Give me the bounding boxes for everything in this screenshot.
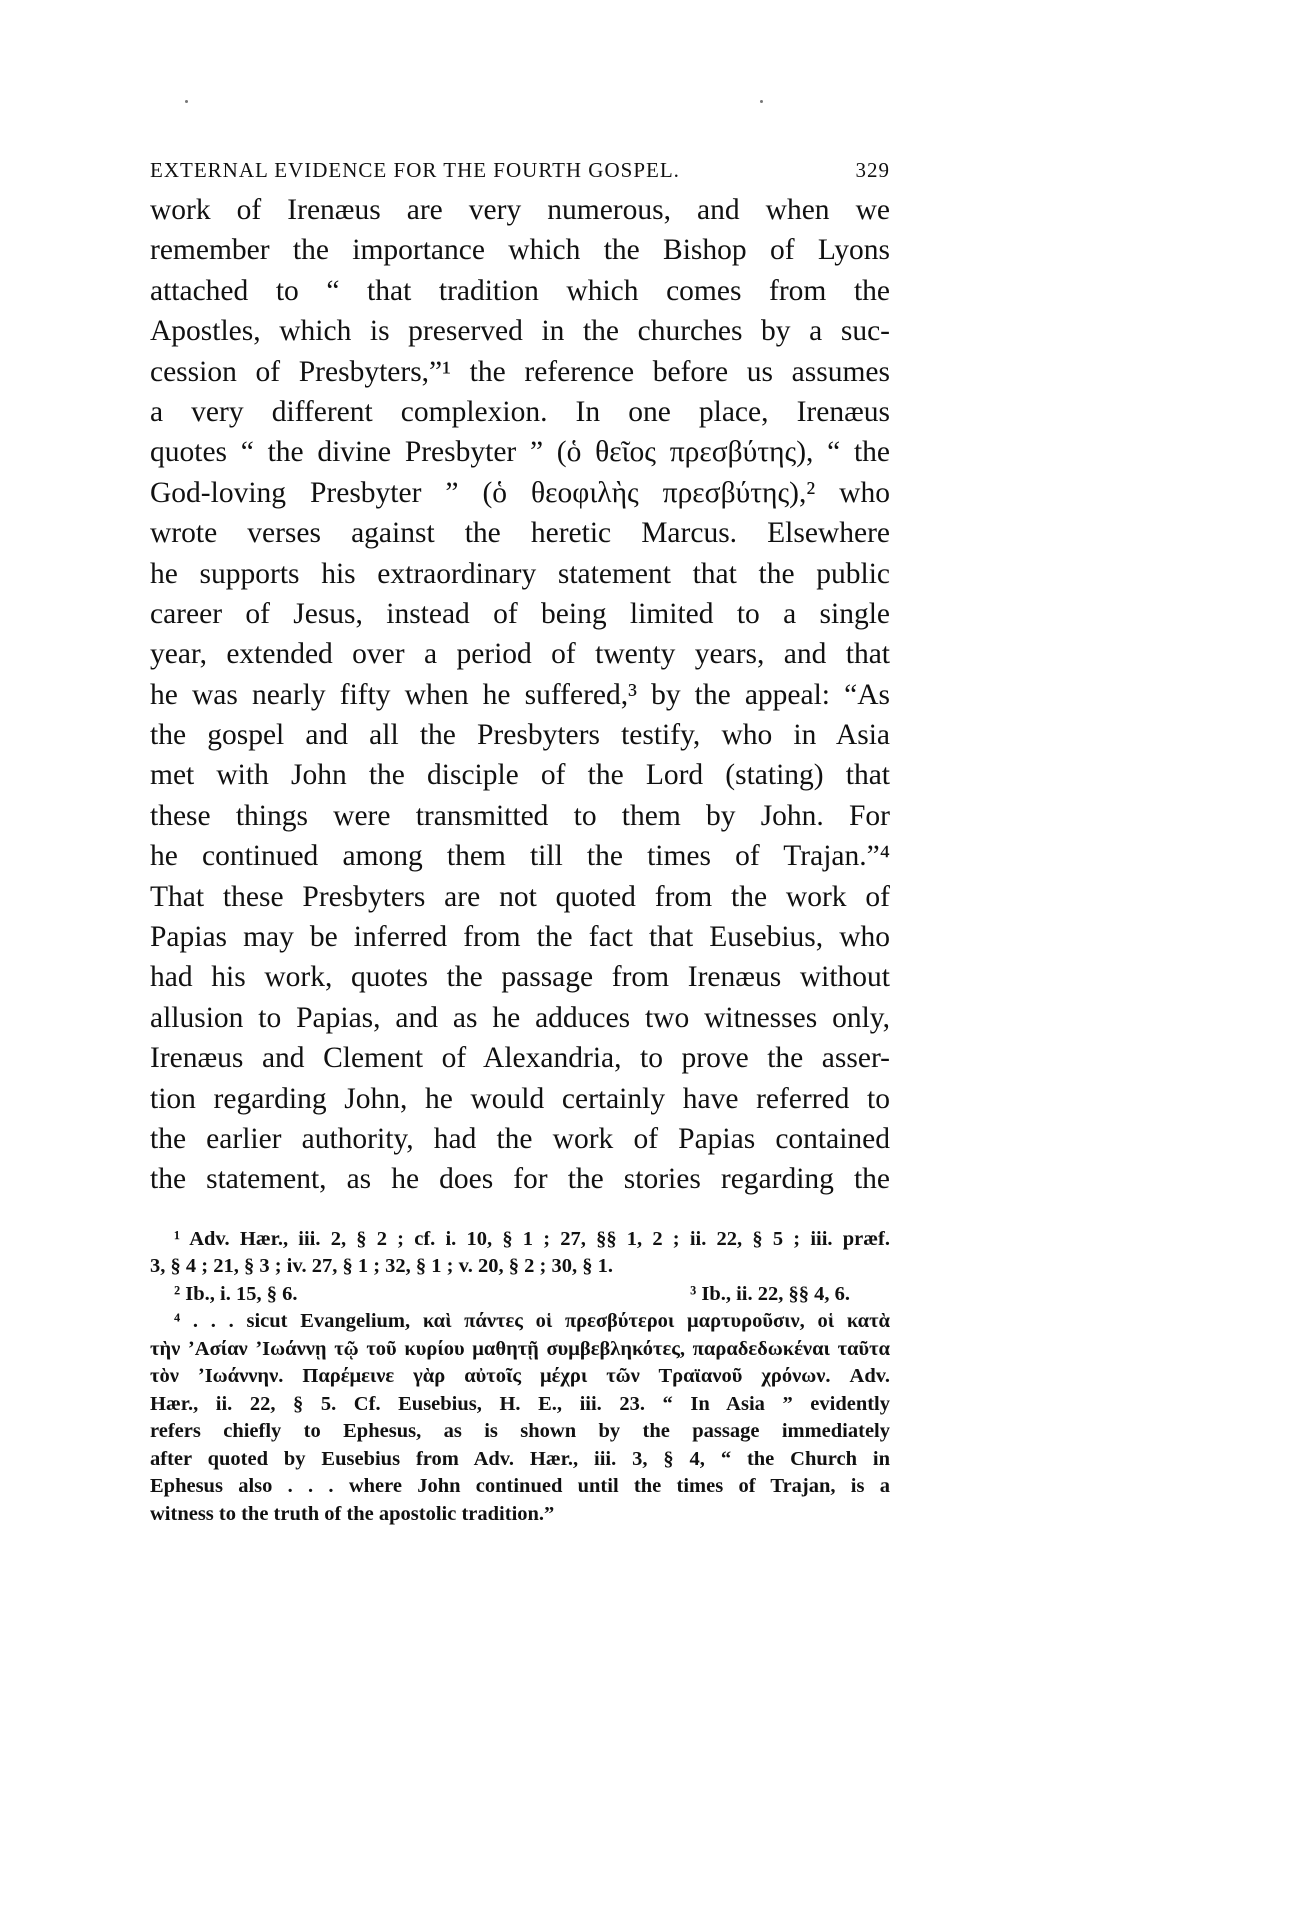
- footnote-4-line: after quoted by Eusebius from Adv. Hær., iii. 3, § 4, “ the Church in: [150, 1447, 890, 1470]
- body-line: Apostles, which is preserved in the churches by a suc-: [150, 315, 890, 348]
- footnote-4-line: Ephesus also . . . where John continued until the times of Trajan, is a: [150, 1475, 890, 1498]
- book-page: [150, 150, 890, 1528]
- footnote-2: ² Ib., i. 15, § 6.: [174, 1282, 298, 1305]
- body-line: had his work, quotes the passage from Irenæus without: [150, 961, 890, 994]
- body-line: wrote verses against the heretic Marcus. Elsewhere: [150, 517, 890, 550]
- footnote-4: [150, 1308, 890, 1528]
- body-line: attached to “ that tradition which comes from the: [150, 274, 890, 307]
- body-text: [150, 190, 890, 1200]
- page-number: 329: [855, 158, 890, 182]
- body-line: quotes “ the divine Presbyter ” (ὁ θεῖος πρεσβύτης), “ the: [150, 436, 890, 469]
- running-title: EXTERNAL EVIDENCE FOR THE FOURTH GOSPEL.: [150, 158, 680, 182]
- body-line: work of Irenæus are very numerous, and when we: [150, 194, 890, 226]
- footnotes: [150, 1226, 890, 1529]
- body-line: the statement, as he does for the stories regarding the: [150, 1163, 890, 1196]
- body-line: these things were transmitted to them by John. For: [150, 799, 890, 832]
- footnotes-2-3: [150, 1281, 890, 1309]
- footnote-4-line: Hær., ii. 22, § 5. Cf. Eusebius, H. E., iii. 23. “ In Asia ” evidently: [150, 1392, 890, 1415]
- footnote-4-line: τὸν ʼΙωάννην. Παρέμεινε γὰρ αὐτοῖς μέχρι τῶν Τραϊανοῦ χρόνων. Adv.: [150, 1365, 890, 1388]
- body-line: the gospel and all the Presbyters testify, who in Asia: [150, 719, 890, 752]
- body-line: career of Jesus, instead of being limited to a single: [150, 597, 890, 630]
- body-line: tion regarding John, he would certainly have referred to: [150, 1082, 890, 1115]
- body-line: he was nearly fifty when he suffered,³ by the appeal: “As: [150, 678, 890, 711]
- footnote-3: ³ Ib., ii. 22, §§ 4, 6.: [690, 1282, 850, 1305]
- body-line: he supports his extraordinary statement that the public: [150, 557, 890, 590]
- scan-speck: [760, 100, 763, 103]
- footnote-4-line: witness to the truth of the apostolic tradition.”: [150, 1502, 555, 1525]
- footnote-1: ¹ Adv. Hær., iii. 2, § 2 ; cf. i. 10, § 1 ; 27, §§ 1, 2 ; ii. 22, § 5 ; iii. præf.: [174, 1227, 890, 1250]
- scan-speck: [185, 100, 188, 103]
- running-header: [150, 150, 890, 190]
- footnote-4-line: ⁴ . . . sicut Evangelium, καὶ πάντες οἱ πρεσβύτεροι μαρτυροῦσιν, οἱ κατὰ: [174, 1310, 890, 1333]
- body-line: met with John the disciple of the Lord (stating) that: [150, 759, 890, 792]
- footnote-4-line: τὴν ʼΑσίαν ʼΙωάννῃ τῷ τοῦ κυρίου μαθητῇ συμβεβληκότες, παραδεδωκέναι ταῦτα: [150, 1337, 890, 1360]
- footnote-1-continued: 3, § 4 ; 21, § 3 ; iv. 27, § 1 ; 32, § 1 ; v. 20, § 2 ; 30, § 1.: [150, 1255, 613, 1278]
- body-line: Irenæus and Clement of Alexandria, to prove the asser-: [150, 1042, 890, 1075]
- body-line: cession of Presbyters,”¹ the reference before us assumes: [150, 355, 890, 388]
- body-line: That these Presbyters are not quoted from the work of: [150, 880, 890, 913]
- body-line: year, extended over a period of twenty years, and that: [150, 638, 890, 671]
- body-line: a very different complexion. In one place, Irenæus: [150, 395, 890, 428]
- body-line: God-loving Presbyter ” (ὁ θεοφιλὴς πρεσβύτης),² who: [150, 476, 890, 509]
- body-line: remember the importance which the Bishop of Lyons: [150, 234, 890, 267]
- body-line: he continued among them till the times of Trajan.”⁴: [150, 840, 890, 873]
- body-line: Papias may be inferred from the fact that Eusebius, who: [150, 921, 890, 954]
- body-line: the earlier authority, had the work of Papias contained: [150, 1122, 890, 1155]
- footnote-4-line: refers chiefly to Ephesus, as is shown by the passage immediately: [150, 1420, 890, 1443]
- body-line: allusion to Papias, and as he adduces two witnesses only,: [150, 1001, 890, 1034]
